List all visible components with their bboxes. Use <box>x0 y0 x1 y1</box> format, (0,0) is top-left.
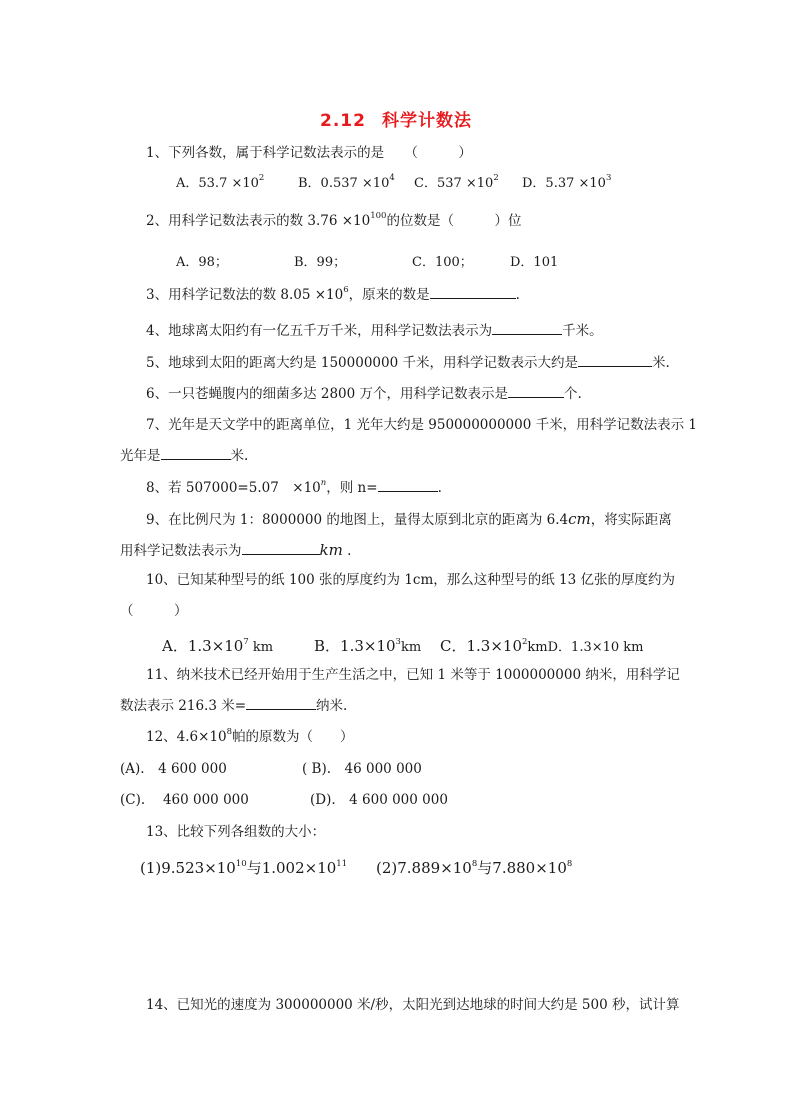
q10-option-a: A．$1.3\times 10^7$ km <box>162 637 274 655</box>
answer-blank[interactable] <box>378 479 438 492</box>
q2-option-c: C．100； <box>412 255 473 270</box>
title-number: 2.12 <box>320 111 366 131</box>
q8-stem: 8、若 507000=5.07 $\times 10^n$，则 n= . <box>146 478 442 496</box>
q13-pair-2: $(2)7.889\times 10^8$与$7.880\times 10^8$ <box>376 859 573 877</box>
q7-stem: 7、光年是天文学中的距离单位，1 光年大约是 950000000000 千米，用科学记数法表示 1 <box>146 417 698 433</box>
q1-option-b: B．$0.537 \times 10^4$ <box>298 173 395 191</box>
q6-stem: 6、一只苍蝇腹内的细菌多达 2800 万个，用科学记数表示是 个. <box>146 386 582 402</box>
answer-blank[interactable] <box>492 322 562 335</box>
q12-option-b: ( B). 46 000 000 <box>302 761 422 777</box>
q3-stem: 3、用科学记数法的数 $8.05 \times 10^6$，原来的数是 . <box>146 285 520 303</box>
q7-stem-cont: 光年是 米. <box>120 448 249 464</box>
q1-stem: 1、下列各数，属于科学记数法表示的是 （ ） <box>146 145 472 161</box>
answer-blank[interactable] <box>246 697 316 710</box>
q10-stem: 10、已知某种型号的纸 100 张的厚度约为 1cm，那么这种型号的纸 13 亿张的厚度约为 <box>146 572 676 588</box>
q12-option-a: (A). 4 600 000 <box>120 761 227 777</box>
q9-stem: 9、在比例尺为 1：8000000 的地图上，量得太原到北京的距离为 6.4cm，将实际距离 <box>146 510 672 528</box>
q10-paren: （ ） <box>120 603 188 619</box>
answer-blank[interactable] <box>430 286 516 299</box>
title-text: 科学计数法 <box>381 111 472 131</box>
q10-option-c: C．$1.3\times 10^2kmD$．1.3×10 km <box>440 637 644 655</box>
q2-stem: 2、用科学记数法表示的数 $3.76 \times 10^{100}$的位数是（ ）位 <box>146 211 522 229</box>
q12-stem: 12、$4.6\times 10^8$帕的原数为（ ） <box>146 727 354 745</box>
q12-option-c: (C). 460 000 000 <box>120 792 249 808</box>
q9-stem-cont: 用科学记数法表示为 km . <box>120 541 352 559</box>
q13-stem: 13、比较下列各组数的大小： <box>146 824 326 840</box>
q1-option-d: D．$5.37 \times 10^3$ <box>522 173 612 191</box>
q2-option-b: B．99； <box>294 255 347 270</box>
q5-stem: 5、地球到太阳的距离大约是 150000000 千米，用科学记数表示大约是 米. <box>146 355 670 371</box>
q13-pair-1: $(1)9.523\times 10^{10}$与$1.002\times 10^{11}$ <box>140 859 348 877</box>
q2-option-d: D．101 <box>510 255 559 270</box>
q2-option-a: A．98； <box>176 255 228 270</box>
answer-blank[interactable] <box>578 354 652 367</box>
q1-option-a: A．$53.7 \times 10^2$ <box>176 173 265 191</box>
q11-stem: 11、纳米技术已经开始用于生产生活之中，已知 1 米等于 1000000000 纳米，用科学记 <box>146 667 680 683</box>
answer-blank[interactable] <box>242 542 320 555</box>
q14-stem: 14、已知光的速度为 300000000 米/秒，太阳光到达地球的时间大约是 500 秒，试计算 <box>146 997 680 1013</box>
q12-option-d: (D). 4 600 000 000 <box>310 792 448 808</box>
q10-option-b: B．$1.3\times 10^3km$ <box>314 637 422 655</box>
q1-option-c: C．$537 \times 10^2$ <box>414 173 499 191</box>
q11-stem-cont: 数法表示 216.3 米= 纳米. <box>120 698 348 714</box>
page-title <box>0 106 792 131</box>
answer-blank[interactable] <box>161 447 231 460</box>
answer-blank[interactable] <box>508 385 564 398</box>
q4-stem: 4、地球离太阳约有一亿五千万千米，用科学记数法表示为 千米。 <box>146 323 603 339</box>
